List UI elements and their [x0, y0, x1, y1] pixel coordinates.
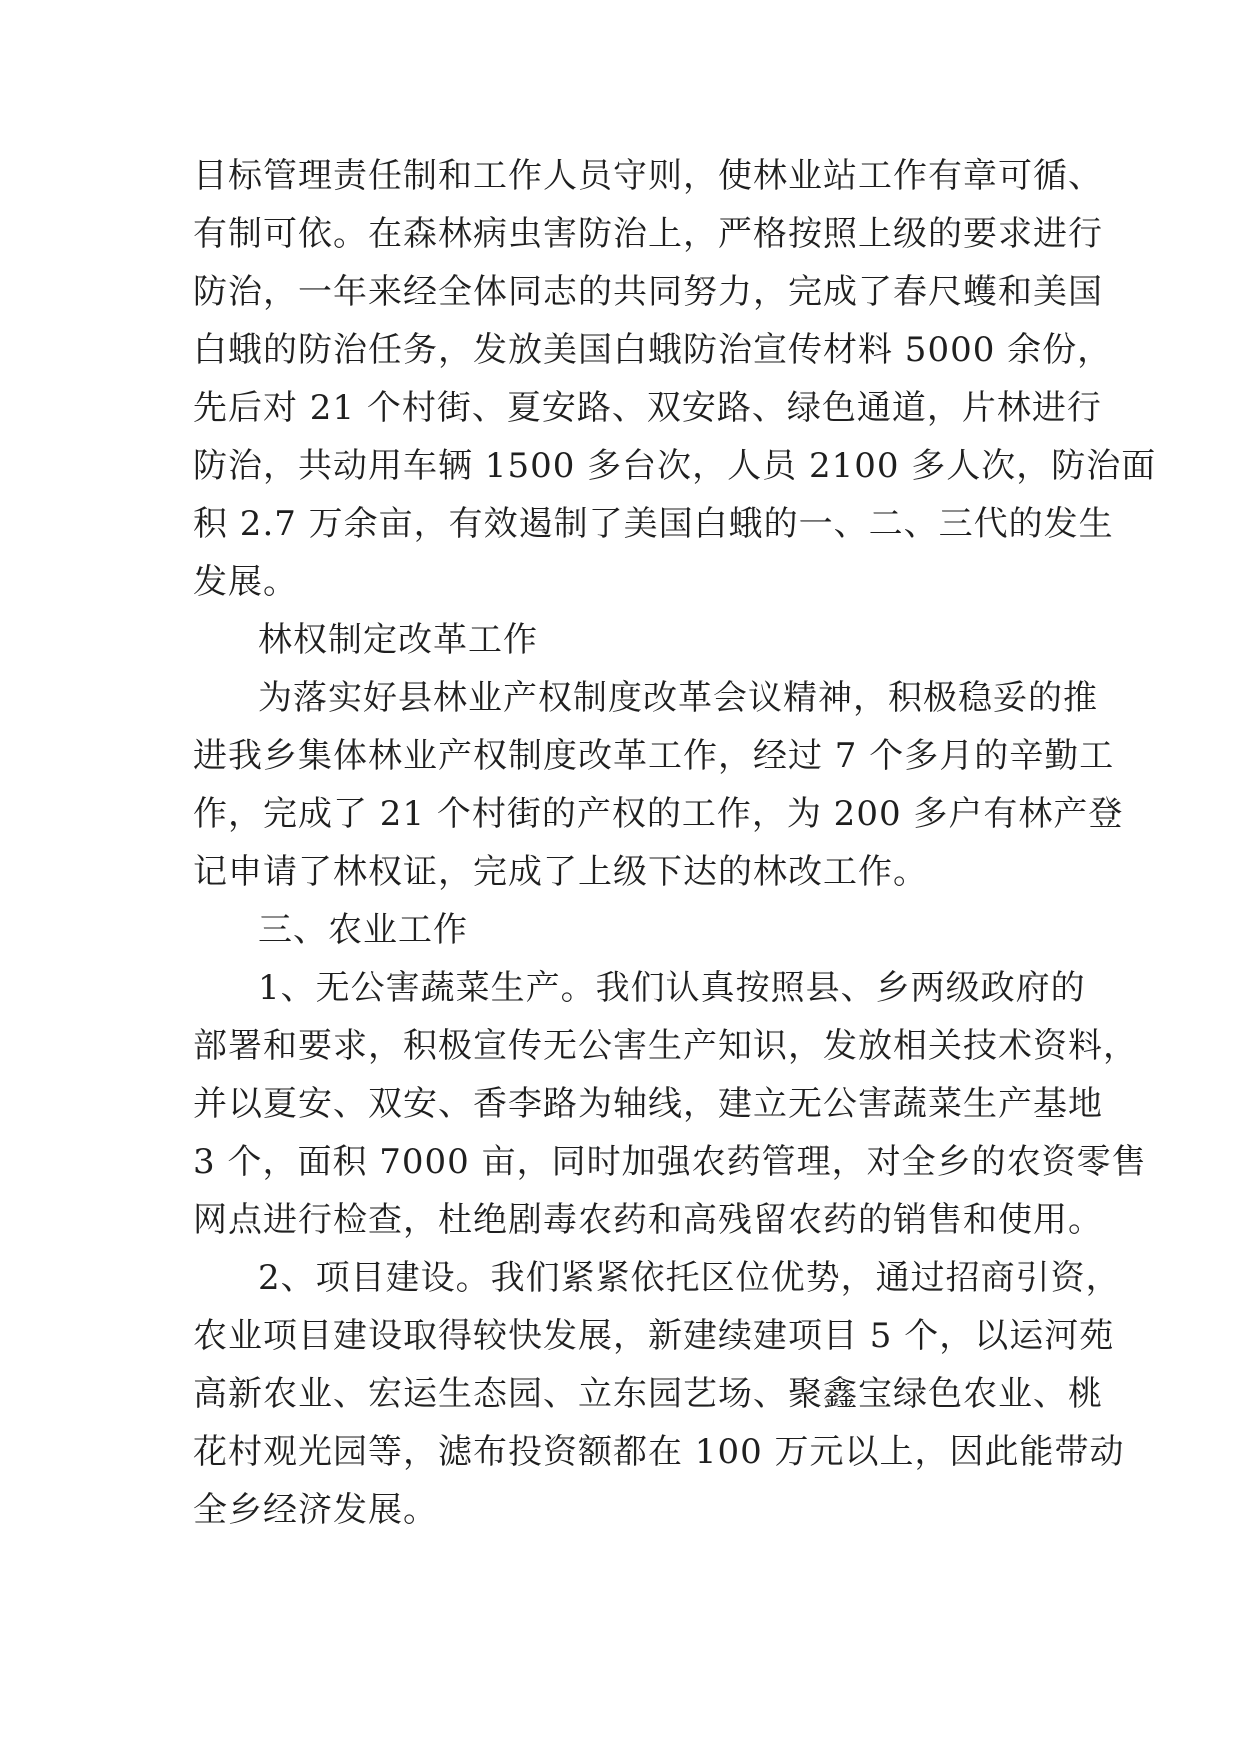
text-line: 1、无公害蔬菜生产。我们认真按照县、乡两级政府的 [258, 968, 1086, 1008]
text-line: 2、项目建设。我们紧紧依托区位优势，通过招商引资， [258, 1258, 1121, 1298]
text-line: 花村观光园等，滤布投资额都在 100 万元以上，因此能带动 [193, 1432, 1125, 1472]
text-line: 高新农业、宏运生态园、立东园艺场、聚鑫宝绿色农业、桃 [193, 1374, 1103, 1414]
text-line: 发展。 [193, 562, 298, 602]
text-line: 目标管理责任制和工作人员守则，使林业站工作有章可循、 [193, 156, 1103, 196]
text-line: 防治，共动用车辆 1500 多台次，人员 2100 多人次，防治面 [193, 446, 1157, 486]
section-heading-forest-reform: 林权制定改革工作 [258, 620, 538, 660]
text-line: 网点进行检查，杜绝剧毒农药和高残留农药的销售和使用。 [193, 1200, 1103, 1240]
text-line: 先后对 21 个村街、夏安路、双安路、绿色通道，片林进行 [193, 388, 1102, 428]
text-line: 3 个，面积 7000 亩，同时加强农药管理，对全乡的农资零售 [193, 1142, 1147, 1182]
text-line: 防治，一年来经全体同志的共同努力，完成了春尺蠖和美国 [193, 272, 1103, 312]
text-line: 作，完成了 21 个村街的产权的工作，为 200 多户有林产登 [193, 794, 1124, 834]
text-line: 全乡经济发展。 [193, 1490, 438, 1530]
text-line: 积 2.7 万余亩，有效遏制了美国白蛾的一、二、三代的发生 [193, 504, 1114, 544]
text-line: 部署和要求，积极宣传无公害生产知识，发放相关技术资料， [193, 1026, 1138, 1066]
section-heading-agriculture: 三、农业工作 [258, 910, 468, 950]
text-line: 农业项目建设取得较快发展，新建续建项目 5 个，以运河苑 [193, 1316, 1115, 1356]
text-line: 白蛾的防治任务，发放美国白蛾防治宣传材料 5000 余份， [193, 330, 1113, 370]
text-line: 记申请了林权证，完成了上级下达的林改工作。 [193, 852, 928, 892]
text-line: 有制可依。在森林病虫害防治上，严格按照上级的要求进行 [193, 214, 1103, 254]
text-line: 进我乡集体林业产权制度改革工作，经过 7 个多月的辛勤工 [193, 736, 1115, 776]
text-line: 并以夏安、双安、香李路为轴线，建立无公害蔬菜生产基地 [193, 1084, 1103, 1124]
text-line: 为落实好县林业产权制度改革会议精神，积极稳妥的推 [258, 678, 1098, 718]
